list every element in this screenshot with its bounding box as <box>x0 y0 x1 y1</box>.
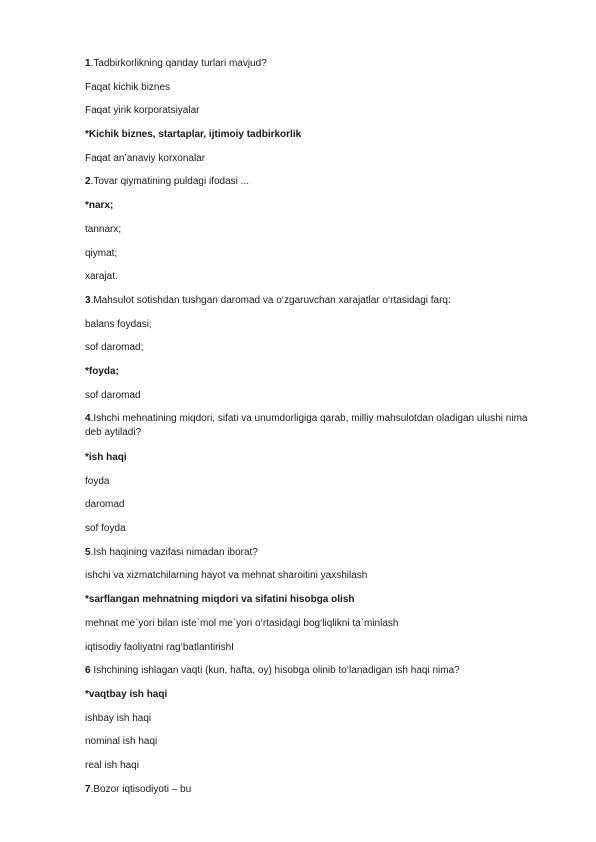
option: ishchi va xizmatchilarning hayot va mehnat sharoitini yaxshilash <box>85 570 368 582</box>
option: ishbay ish haqi <box>85 712 152 724</box>
option: tannarx; <box>85 223 122 235</box>
option: xarajat. <box>85 271 118 283</box>
question-text: .Bozor iqtisodiyoti – bu <box>90 783 192 795</box>
option: balans foydasi; <box>85 318 152 330</box>
option: sof foyda <box>85 523 126 535</box>
question-number: 5 <box>85 546 91 558</box>
question-4 <box>85 412 536 440</box>
question-number: 1 <box>85 58 91 69</box>
correct-option: *vaqtbay ish haqi <box>85 688 168 700</box>
question-text: .Ishchi mehnatining miqdori, sifati va unumdorligiga qarab, milliy mahsulotdan oladigan ulushi nima deb aytiladi? <box>85 413 528 439</box>
option: mehnat me`yori bilan iste`mol me`yori o‘rtasidagi bog‘liqlikni ta`minlash <box>85 617 399 629</box>
question-6 <box>85 664 536 677</box>
option: iqtisodiy faoliyatni rag‘batlantirishI <box>85 641 234 653</box>
question-number: 6 <box>85 665 91 677</box>
question-2 <box>85 175 536 188</box>
correct-option: *ish haqi <box>85 452 127 463</box>
correct-option: *sarflangan mehnatning miqdori va sifatini hisobga olish <box>85 594 355 606</box>
correct-option: *narx; <box>85 200 114 212</box>
option: foyda <box>85 475 110 487</box>
correct-option: *foyda; <box>85 365 119 377</box>
question-text: .Tovar qiymatining puldagi ifodasi ... <box>90 176 249 188</box>
option: sof daromad; <box>85 342 144 354</box>
question-number: 4 <box>85 413 91 425</box>
option: Faqat yirik korporatsiyalar <box>85 105 200 117</box>
question-text: .Ish haqining vazifasi nimadan iborat? <box>90 546 258 558</box>
question-5 <box>85 546 536 559</box>
option: qiymat; <box>85 247 118 259</box>
question-1 <box>85 57 536 70</box>
question-text: .Tadbirkorlikning qanday turlari mavjud? <box>90 58 267 69</box>
question-text: Ishchining ishlagan vaqti (kun, hafta, oy) hisobga olinib to‘lanadigan ish haqi nima? <box>90 665 460 677</box>
question-number: 7 <box>85 783 91 795</box>
option: nominal ish haqi <box>85 736 158 748</box>
question-number: 2 <box>85 176 91 188</box>
question-number: 3 <box>85 294 91 306</box>
option: sof daromad <box>85 389 141 401</box>
correct-option: *Kichik biznes, startaplar, ijtimoiy tadbirkorlik <box>85 129 302 141</box>
question-7 <box>85 783 536 796</box>
option: Faqat kichik biznes <box>85 81 171 93</box>
question-3 <box>85 294 536 307</box>
option: Faqat an’anaviy korxonalar <box>85 152 206 164</box>
option: real ish haqi <box>85 759 139 771</box>
question-text: .Mahsulot sotishdan tushgan daromad va o‘zgaruvchan xarajatlar o‘rtasidagi farq: <box>90 294 451 306</box>
option: daromad <box>85 499 125 511</box>
